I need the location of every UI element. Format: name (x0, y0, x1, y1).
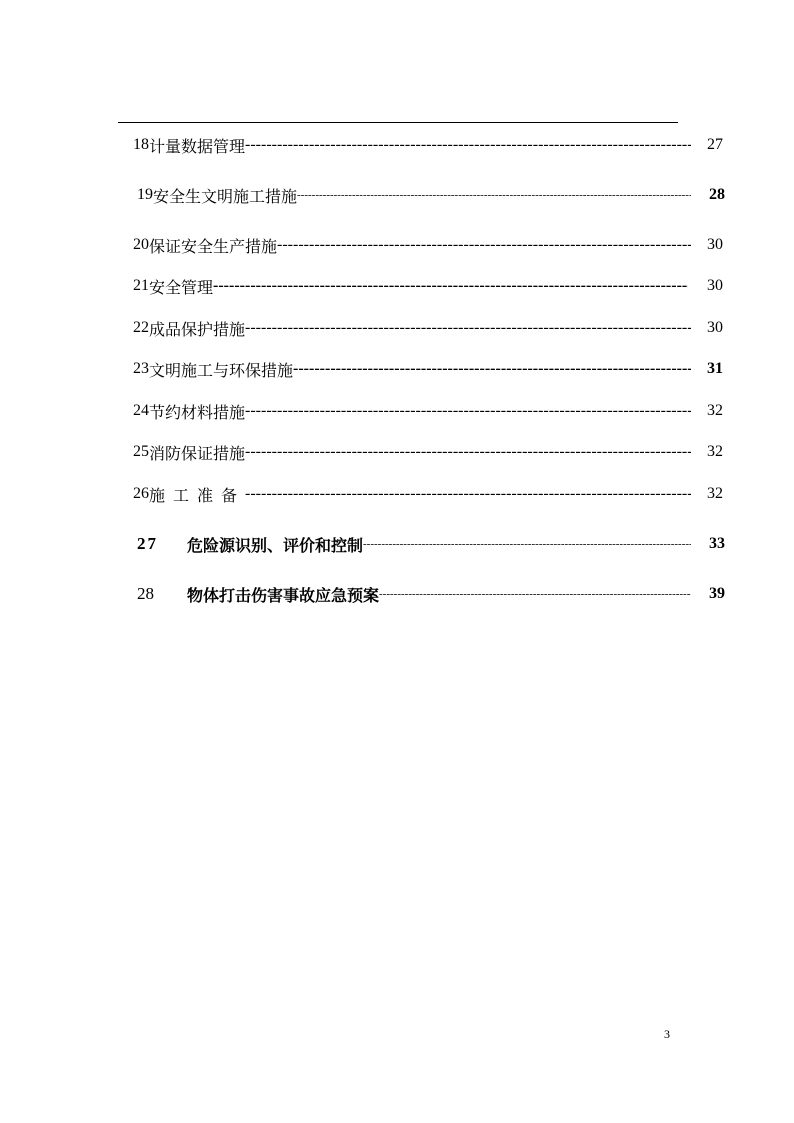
toc-entry-number: 25 (133, 443, 149, 460)
toc-entry-23[interactable] (133, 357, 723, 381)
toc-entry-number: 24 (133, 402, 149, 419)
toc-leader-dots (245, 316, 691, 340)
toc-entry-title: 安全管理 (149, 279, 214, 297)
toc-entry-24[interactable] (133, 399, 723, 423)
toc-entry-number: 18 (133, 136, 149, 153)
toc-leader-dots (245, 399, 691, 423)
toc-leader-dots (293, 357, 691, 381)
toc-leader-dots (277, 233, 691, 257)
toc-entry-title: 施工准备 (149, 487, 246, 505)
page-number: 3 (664, 1027, 670, 1041)
toc-entry-19[interactable] (137, 183, 725, 207)
toc-leader-dots (363, 532, 691, 556)
toc-entry-page: 31 (707, 360, 723, 377)
toc-leader-dots (213, 274, 688, 298)
toc-leader-dots (379, 582, 691, 606)
toc-leader-dots (245, 482, 691, 506)
toc-entry-page: 39 (709, 585, 725, 602)
toc-entry-title: 物体打击伤害事故应急预案 (187, 587, 380, 605)
toc-leader-dots (245, 133, 691, 157)
toc-entry-20[interactable] (133, 233, 723, 257)
toc-entry-title: 计量数据管理 (149, 138, 246, 156)
toc-entry-page: 27 (707, 136, 723, 153)
toc-entry-title: 成品保护措施 (149, 321, 246, 339)
toc-entry-number: 27 (137, 534, 158, 553)
toc-entry-page: 30 (707, 277, 723, 294)
toc-entry-title: 安全生文明施工措施 (153, 188, 298, 206)
toc-entry-page: 32 (707, 485, 723, 502)
toc-entry-number: 28 (137, 584, 154, 603)
toc-entry-title: 文明施工与环保措施 (149, 362, 294, 380)
toc-entry-number: 19 (137, 186, 153, 203)
toc-entry-number: 20 (133, 236, 149, 253)
toc-entry-25[interactable] (133, 440, 723, 464)
toc-entry-title: 节约材料措施 (149, 404, 246, 422)
toc-entry-27[interactable] (137, 532, 725, 556)
toc-entry-number: 22 (133, 319, 149, 336)
toc-leader-dots (297, 183, 691, 207)
toc-entry-page: 32 (707, 402, 723, 419)
toc-entry-26[interactable] (133, 482, 723, 506)
toc-entry-page: 33 (709, 535, 725, 552)
toc-entry-28[interactable] (137, 582, 725, 606)
toc-entry-page: 30 (707, 236, 723, 253)
toc-leader-dots (245, 440, 691, 464)
toc-entry-page: 28 (709, 186, 725, 203)
toc-entry-page: 30 (707, 319, 723, 336)
toc-entry-number: 21 (133, 277, 149, 294)
toc-entry-number: 23 (133, 360, 149, 377)
toc-entry-18[interactable] (133, 133, 723, 157)
toc-entry-21[interactable] (133, 274, 723, 298)
toc-entry-title: 保证安全生产措施 (149, 238, 278, 256)
toc-entry-22[interactable] (133, 316, 723, 340)
toc-entry-title: 消防保证措施 (149, 445, 246, 463)
toc-entry-number: 26 (133, 485, 149, 502)
toc-entry-page: 32 (707, 443, 723, 460)
toc-entry-title: 危险源识别、评价和控制 (187, 537, 364, 555)
